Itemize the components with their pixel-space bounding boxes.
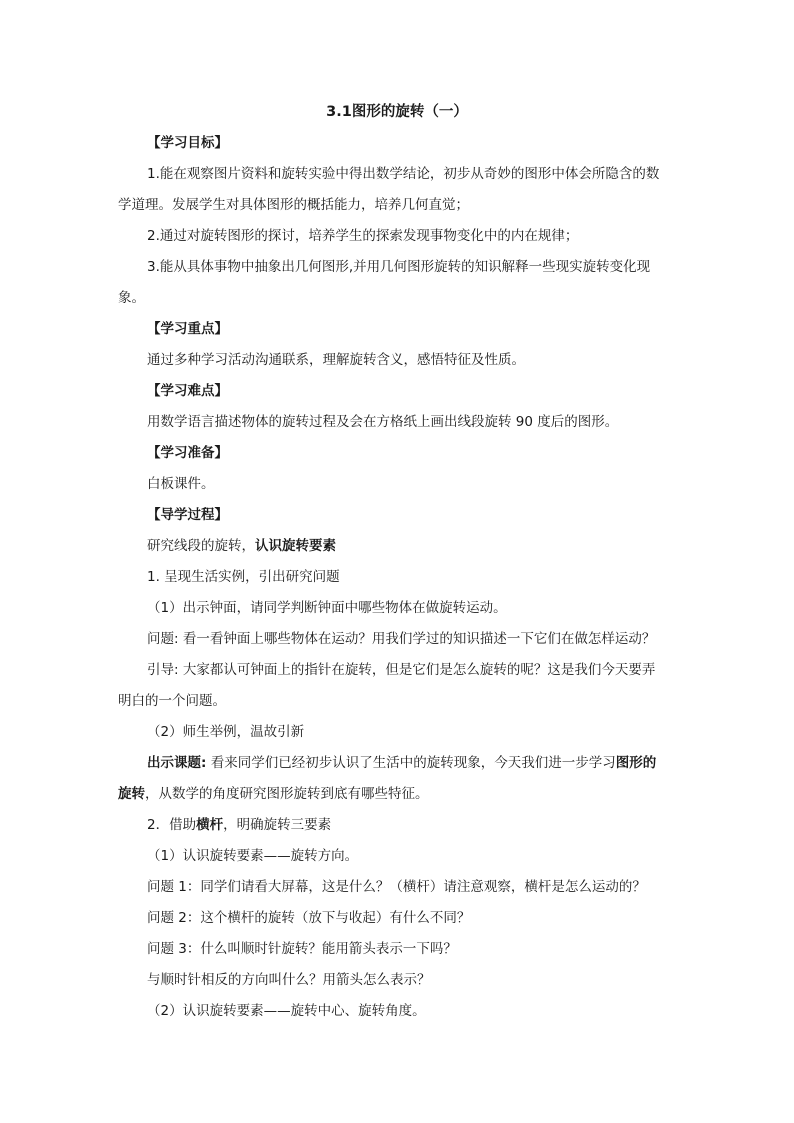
- question-text: 问题: 看一看钟面上哪些物体在运动？用我们学过的知识描述一下它们在做怎样运动？: [147, 631, 656, 647]
- heading-key-points: 【学习重点】: [147, 321, 228, 337]
- page-title: 3.1图形的旋转（一）: [326, 104, 468, 120]
- topic-line-1-bold-end: 图形的: [615, 755, 657, 771]
- question-3: 问题 3：什么叫顺时针旋转？能用箭头表示一下吗？: [147, 941, 457, 957]
- guide-line-1: 引导: 大家都认可钟面上的指针在旋转，但是它们是怎么旋转的呢？这是我们今天要弄: [147, 662, 656, 678]
- objective-3-line-2: 象。: [118, 290, 145, 306]
- topic-line-2-bold: 旋转: [118, 786, 145, 802]
- question-2: 问题 2：这个横杆的旋转（放下与收起）有什么不同？: [147, 910, 471, 926]
- topic-line-2-rest: ，从数学的角度研究图形旋转到底有哪些特征。: [145, 786, 429, 802]
- step-2-sub-2: （2）认识旋转要素——旋转中心、旋转角度。: [147, 1003, 426, 1019]
- key-points-text: 通过多种学习活动沟通联系，理解旋转含义，感悟特征及性质。: [147, 352, 525, 368]
- question-4: 与顺时针相反的方向叫什么？用箭头怎么表示？: [147, 972, 431, 988]
- heading-process: 【导学过程】: [147, 507, 228, 523]
- heading-objectives: 【学习目标】: [147, 135, 228, 151]
- guide-line-2: 明白的一个问题。: [118, 693, 226, 709]
- objective-2: 2.通过对旋转图形的探讨，培养学生的探索发现事物变化中的内在规律；: [147, 228, 579, 244]
- step-2-pre: 2．借助: [147, 817, 197, 833]
- topic-line-1: [147, 754, 656, 772]
- topic-label: 出示课题:: [147, 755, 207, 771]
- preparation-text: 白板课件。: [147, 476, 215, 492]
- step-1: 1. 呈现生活实例，引出研究问题: [147, 569, 340, 585]
- process-intro-bold: 认识旋转要素: [255, 538, 336, 554]
- step-2-sub-1: （1）认识旋转要素——旋转方向。: [147, 848, 359, 864]
- objective-1-line-1: 1.能在观察图片资料和旋转实验中得出数学结论，初步从奇妙的图形中体会所隐含的数: [147, 166, 660, 182]
- process-intro-plain: 研究线段的旋转，: [147, 538, 255, 554]
- question-1: 问题 1：同学们请看大屏幕，这是什么？（横杆）请注意观察，横杆是怎么运动的？: [147, 879, 646, 895]
- step-1-sub-2: （2）师生举例，温故引新: [147, 724, 305, 740]
- step-2-bold: 横杆: [196, 817, 224, 833]
- heading-preparation: 【学习准备】: [147, 445, 228, 461]
- topic-line-2: [118, 785, 429, 803]
- step-1-sub-1: （1）出示钟面，请同学判断钟面中哪些物体在做旋转运动。: [147, 600, 507, 616]
- heading-difficulties: 【学习难点】: [147, 383, 228, 399]
- step-2-post: ，明确旋转三要素: [223, 817, 332, 833]
- objective-1-line-2: 学道理。发展学生对具体图形的概括能力，培养几何直觉；: [118, 197, 469, 213]
- process-intro: [147, 537, 336, 555]
- topic-line-1-rest: 看来同学们已经初步认识了生活中的旋转现象，今天我们进一步学习: [206, 755, 616, 771]
- objective-3-line-1: 3.能从具体事物中抽象出几何图形,并用几何图形旋转的知识解释一些现实旋转变化现: [147, 259, 651, 275]
- step-2: [147, 816, 331, 834]
- difficulties-text: 用数学语言描述物体的旋转过程及会在方格纸上画出线段旋转 90 度后的图形。: [147, 414, 619, 430]
